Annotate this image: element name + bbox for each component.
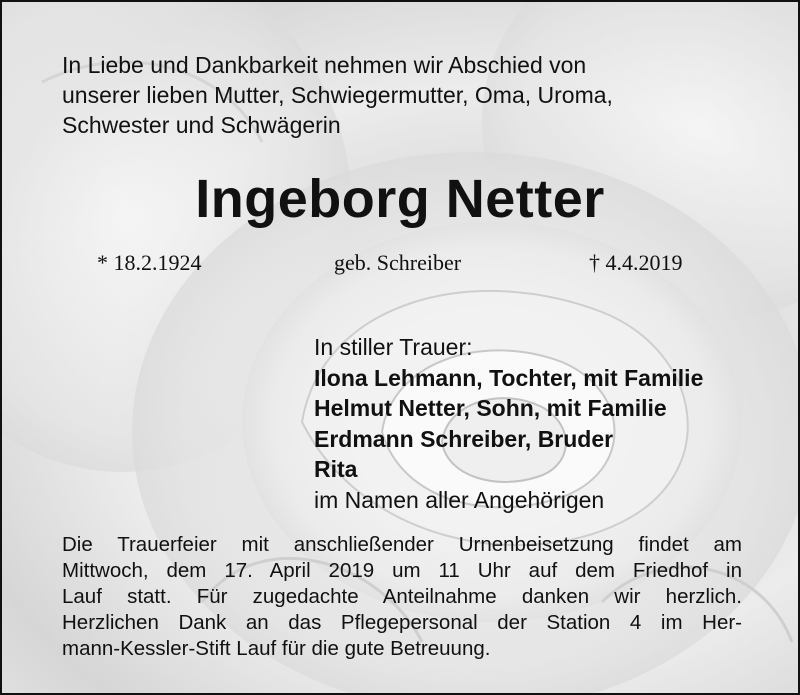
service-line: Die Trauerfeier mit anschließender Urnenbeisetzung findet am: [62, 533, 742, 556]
birth-date: * 18.2.1924: [97, 250, 202, 275]
mourners-closing: im Namen aller Angehörigen: [314, 486, 605, 513]
mourner-name: Ilona Lehmann, Tochter, mit Familie: [314, 364, 704, 391]
maiden-name: geb. Schreiber: [334, 250, 462, 275]
intro-line: Schwester und Schwägerin: [62, 112, 341, 138]
service-line: Herzlichen Dank an das Pflegepersonal der Station 4 im Her-: [62, 611, 742, 634]
service-announcement: [62, 532, 742, 662]
mourner-name: Helmut Netter, Sohn, mit Familie: [314, 395, 667, 421]
mourners-heading: In stiller Trauer:: [314, 334, 473, 360]
service-line: Mittwoch, dem 17. April 2019 um 11 Uhr auf dem Friedhof in: [62, 559, 742, 582]
mourner-name: Rita: [314, 456, 358, 482]
intro-text: [62, 50, 613, 140]
mourners-block: [314, 332, 703, 515]
death-date: † 4.4.2019: [589, 250, 683, 275]
intro-line: unserer lieben Mutter, Schwiegermutter, Oma, Uroma,: [62, 82, 613, 108]
mourner-name: Erdmann Schreiber, Bruder: [314, 425, 614, 452]
intro-line: In Liebe und Dankbarkeit nehmen wir Abschied von: [62, 52, 587, 78]
service-line: Lauf statt. Für zugedachte Anteilnahme danken wir herzlich.: [62, 585, 742, 608]
deceased-name: Ingeborg Netter: [195, 169, 605, 229]
service-line: mann-Kessler-Stift Lauf für die gute Betreuung.: [62, 637, 491, 660]
